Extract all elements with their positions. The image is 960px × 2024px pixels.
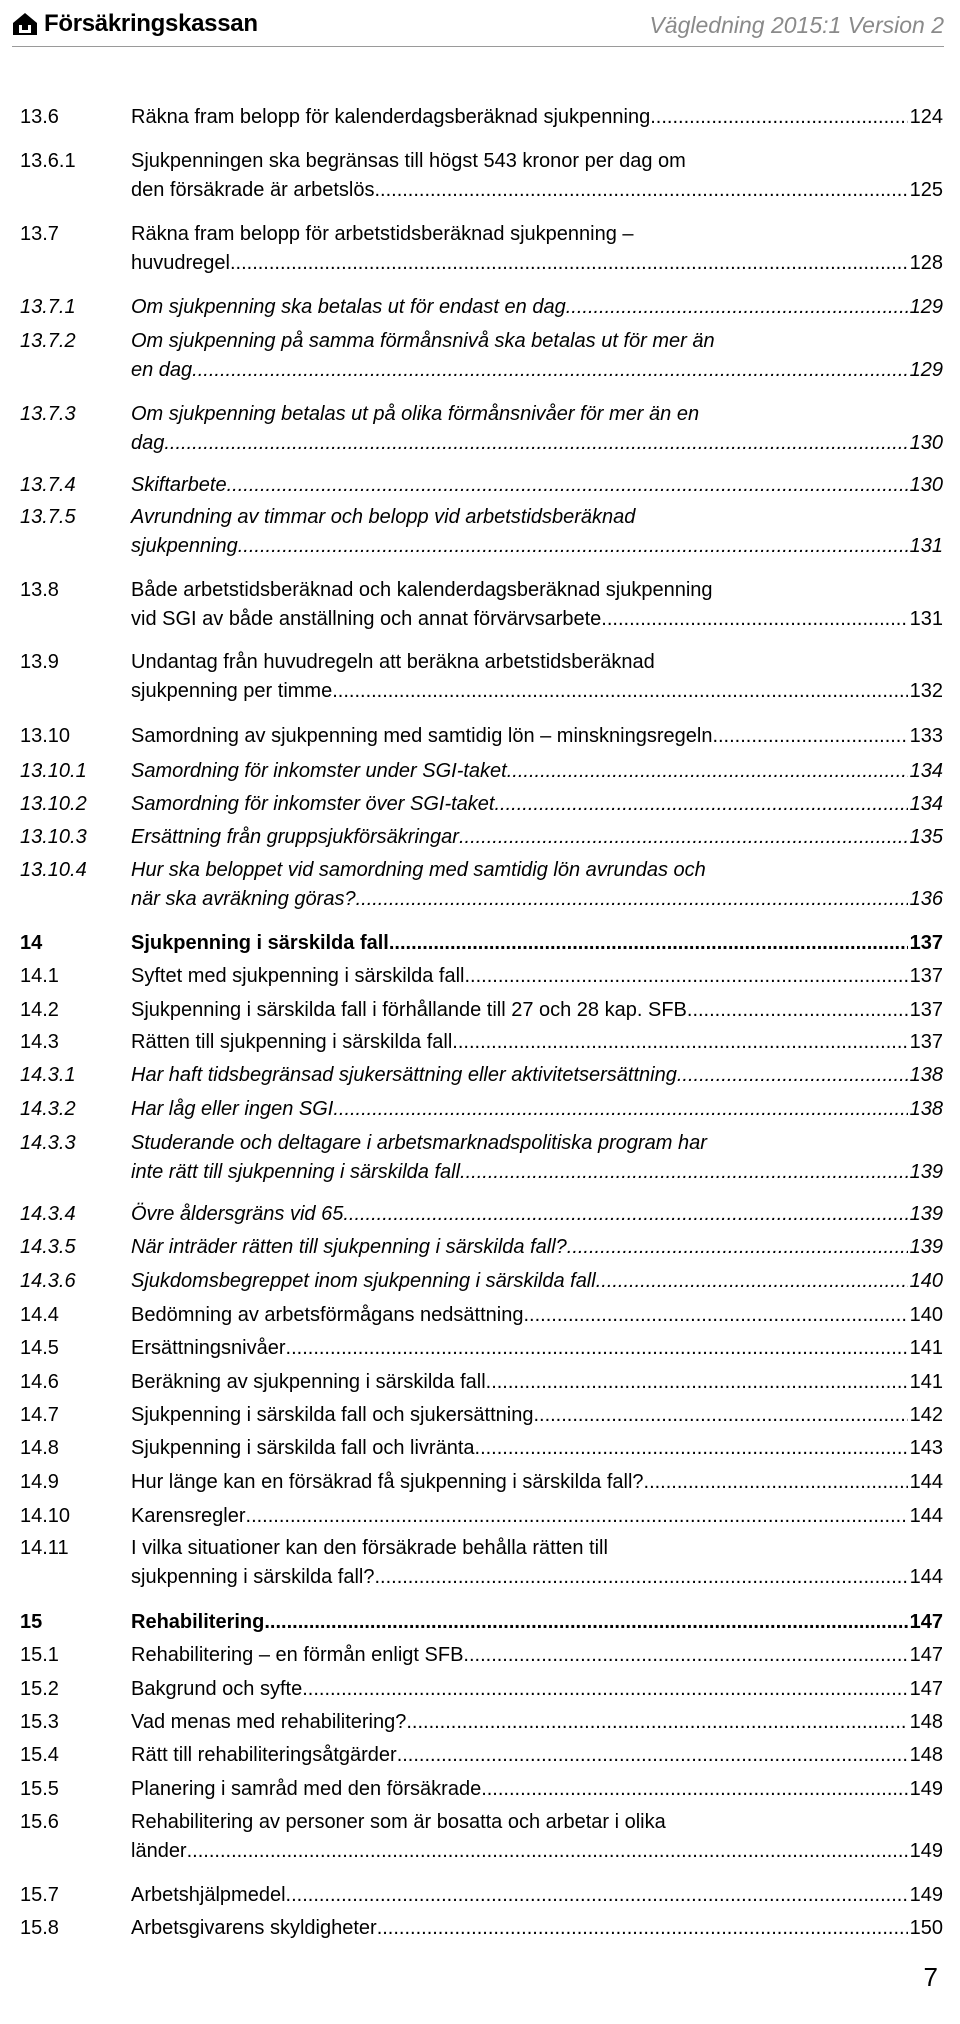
toc-title-last-line: [131, 1200, 943, 1229]
toc-dot-leader: [238, 532, 908, 561]
toc-title: Planering i samråd med den försäkrade: [131, 1778, 482, 1800]
toc-section-number: 15.6: [20, 1811, 59, 1833]
toc-title: Sjukpenning i särskilda fall och livränta: [131, 1437, 475, 1459]
toc-title-last-line: [131, 962, 943, 991]
toc-title-block: [131, 1675, 943, 1704]
toc-title-block: [131, 471, 943, 500]
toc-dot-leader: [712, 722, 907, 751]
toc-page-number: 130: [909, 432, 943, 454]
toc-title-last-line: [131, 1028, 943, 1057]
toc-title: den försäkrade är arbetslös: [131, 179, 375, 201]
toc-title-last-line: [131, 1608, 943, 1637]
toc-dot-leader: [164, 429, 907, 458]
toc-title: Arbetsgivarens skyldigheter: [131, 1917, 377, 1939]
toc-title-block: [131, 1534, 943, 1592]
toc-page-number: 139: [909, 1161, 943, 1183]
toc-title-last-line: [131, 1708, 943, 1737]
toc-title-block: [131, 503, 943, 561]
toc-dot-leader: [356, 885, 908, 914]
toc-title-block: [131, 1129, 943, 1187]
toc-title-line: Sjukpenningen ska begränsas till högst 543 kronor per dag om: [131, 150, 686, 172]
toc-dot-leader: [452, 1028, 907, 1057]
toc-page-number: 133: [909, 725, 943, 747]
toc-title: Beräkning av sjukpenning i särskilda fall: [131, 1371, 486, 1393]
toc-dot-leader: [377, 1914, 908, 1943]
toc-title-last-line: [131, 1675, 943, 1704]
toc-title-last-line: [131, 1368, 943, 1397]
toc-page-number: 125: [909, 179, 943, 201]
toc-title-last-line: [131, 249, 943, 278]
toc-dot-leader: [644, 1468, 908, 1497]
toc-title-block: [131, 1368, 943, 1397]
toc-dot-leader: [463, 1641, 907, 1670]
toc-title: Bedömning av arbetsförmågans nedsättning: [131, 1304, 524, 1326]
toc-title: sjukpenning: [131, 535, 238, 557]
toc-title: Bakgrund och syfte: [131, 1678, 303, 1700]
toc-title: sjukpenning per timme.: [131, 680, 338, 702]
toc-dot-leader: [374, 1563, 907, 1592]
toc-page-number: 131: [909, 535, 943, 557]
toc-page-number: 144: [909, 1505, 943, 1527]
toc-dot-leader: [374, 176, 907, 205]
toc-section-number: 14.5: [20, 1337, 59, 1359]
toc-title-last-line: [131, 1401, 943, 1430]
toc-title-last-line: [131, 823, 943, 852]
toc-page-number: 148: [909, 1744, 943, 1766]
toc-title-line: Studerande och deltagare i arbetsmarknadspolitiska program har: [131, 1132, 707, 1154]
toc-title-block: [131, 722, 943, 751]
toc-title: Syftet med sjukpenning i särskilda fall: [131, 965, 465, 987]
toc-title-last-line: [131, 103, 943, 132]
toc-title-last-line: [131, 885, 943, 914]
toc-page-number: 135: [909, 826, 943, 848]
toc-title-last-line: [131, 429, 943, 458]
toc-title-last-line: [131, 1095, 943, 1124]
toc-dot-leader: [187, 1837, 908, 1866]
toc-title: Räkna fram belopp för kalenderdagsberäknad sjukpenning: [131, 106, 651, 128]
toc-title: Samordning för inkomster över SGI-taket: [131, 793, 495, 815]
toc-page-number: 148: [909, 1711, 943, 1733]
toc-section-number: 13.8: [20, 579, 59, 601]
toc-dot-leader: [264, 1608, 907, 1637]
toc-title-block: [131, 1881, 943, 1910]
toc-title-last-line: [131, 1468, 943, 1497]
toc-title-block: [131, 220, 943, 278]
toc-dot-leader: [302, 1675, 907, 1704]
toc-title: Samordning för inkomster under SGI-taket: [131, 760, 507, 782]
toc-title-block: [131, 996, 943, 1025]
toc-section-number: 13.6.1: [20, 150, 76, 172]
toc-title-last-line: [131, 1267, 943, 1296]
toc-page-number: 138: [909, 1064, 943, 1086]
toc-page-number: 137: [909, 932, 943, 954]
toc-title-line: Hur ska beloppet vid samordning med samtidig lön avrundas och: [131, 859, 706, 881]
toc-title-line: Avrundning av timmar och belopp vid arbetstidsberäknad: [131, 506, 636, 528]
toc-section-number: 13.7: [20, 223, 59, 245]
toc-page-number: 136: [909, 888, 943, 910]
toc-title: Sjukdomsbegreppet inom sjukpenning i särskilda fall: [131, 1270, 596, 1292]
toc-dot-leader: [486, 1368, 908, 1397]
toc-title-last-line: [131, 293, 943, 322]
toc-dot-leader: [333, 1095, 907, 1124]
toc-section-number: 14.11: [20, 1537, 69, 1559]
toc-title-line: Både arbetstidsberäknad och kalenderdagsberäknad sjukpenning: [131, 579, 713, 601]
toc-title: Ersättningsnivåer: [131, 1337, 286, 1359]
logo-text: Försäkringskassan: [44, 10, 258, 37]
toc-title-line: Om sjukpenning på samma förmånsnivå ska betalas ut för mer än: [131, 330, 715, 352]
toc-page-number: 142: [909, 1404, 943, 1426]
toc-section-number: 14.3.6: [20, 1270, 76, 1292]
toc-title-last-line: [131, 757, 943, 786]
toc-title: Sjukpenning i särskilda fall: [131, 932, 389, 954]
toc-section-number: 15.4: [20, 1744, 59, 1766]
toc-page-number: 144: [909, 1471, 943, 1493]
toc-dot-leader: [523, 1301, 907, 1330]
toc-title-block: [131, 1775, 943, 1804]
toc-section-number: 15.7: [20, 1884, 59, 1906]
toc-section-number: 14.2: [20, 999, 59, 1021]
toc-title-block: [131, 1608, 943, 1637]
toc-title-last-line: [131, 1334, 943, 1363]
toc-dot-leader: [596, 1267, 908, 1296]
toc-page-number: 147: [909, 1611, 943, 1633]
toc-section-number: 14.3.2: [20, 1098, 76, 1120]
toc-title: Rätten till sjukpenning i särskilda fall: [131, 1031, 453, 1053]
toc-title-block: [131, 1334, 943, 1363]
toc-title: Sjukpenning i särskilda fall och sjukersättning: [131, 1404, 534, 1426]
toc-dot-leader: [481, 1775, 907, 1804]
toc-section-number: 13.10: [20, 725, 71, 747]
toc-title-last-line: [131, 1837, 943, 1866]
toc-title-block: [131, 1061, 943, 1090]
toc-title-block: [131, 1468, 943, 1497]
page-number: 7: [923, 1962, 938, 1992]
toc-section-number: 14.8: [20, 1437, 59, 1459]
toc-page-number: 130: [909, 474, 943, 496]
toc-dot-leader: [460, 1158, 908, 1187]
toc-dot-leader: [227, 471, 908, 500]
toc-dot-leader: [601, 605, 907, 634]
toc-section-number: 13.7.5: [20, 506, 76, 528]
toc-title-last-line: [131, 1881, 943, 1910]
toc-title: länder: [131, 1840, 187, 1862]
toc-page-number: 132: [909, 680, 943, 702]
toc-section-number: 14.1: [20, 965, 59, 987]
toc-page-number: 144: [909, 1566, 943, 1588]
toc-page-number: 150: [909, 1917, 943, 1939]
toc-title-block: [131, 648, 943, 706]
toc-title: Har haft tidsbegränsad sjukersättning eller aktivitetsersättning: [131, 1064, 677, 1086]
toc-page-number: 138: [909, 1098, 943, 1120]
toc-dot-leader: [286, 1334, 908, 1363]
toc-title-block: [131, 1233, 943, 1262]
toc-title-block: [131, 327, 943, 385]
toc-section-number: 14.6: [20, 1371, 59, 1393]
toc-title: Har låg eller ingen SGI: [131, 1098, 334, 1120]
toc-title-block: [131, 1641, 943, 1670]
toc-section-number: 15.8: [20, 1917, 59, 1939]
toc-section-number: 13.7.2: [20, 330, 76, 352]
toc-page-number: 129: [909, 359, 943, 381]
toc-page-number: 131: [909, 608, 943, 630]
toc-page-number: 140: [909, 1270, 943, 1292]
toc-page-number: 140: [909, 1304, 943, 1326]
toc-title-last-line: [131, 1502, 943, 1531]
toc-title-block: [131, 103, 943, 132]
toc-title-block: [131, 147, 943, 205]
toc-dot-leader: [465, 962, 908, 991]
toc-title: Vad menas med rehabilitering?: [131, 1711, 407, 1733]
toc-title-block: [131, 823, 943, 852]
toc-title: Arbetshjälpmedel: [131, 1884, 286, 1906]
toc-title-last-line: [131, 1434, 943, 1463]
toc-section-number: 13.7.1: [20, 296, 76, 318]
document-version: Vägledning 2015:1 Version 2: [649, 12, 944, 38]
toc-title-last-line: [131, 996, 943, 1025]
toc-title: inte rätt till sjukpenning i särskilda fall: [131, 1161, 461, 1183]
toc-section-number: 14.7: [20, 1404, 59, 1426]
toc-dot-leader: [338, 677, 908, 706]
toc-title: Karensregler: [131, 1505, 246, 1527]
toc-title-last-line: [131, 176, 943, 205]
toc-section-number: 15.3: [20, 1711, 59, 1733]
toc-section-number: 14.3: [20, 1031, 59, 1053]
toc-title-last-line: [131, 722, 943, 751]
toc-section-number: 13.7.4: [20, 474, 76, 496]
toc-title-line: Om sjukpenning betalas ut på olika förmånsnivåer för mer än en: [131, 403, 700, 425]
toc-title: När inträder rätten till sjukpenning i särskilda fall?: [131, 1236, 567, 1258]
toc-page-number: 149: [909, 1884, 943, 1906]
toc-section-number: 14.10: [20, 1505, 71, 1527]
toc-title-block: [131, 1502, 943, 1531]
toc-page-number: 137: [909, 965, 943, 987]
toc-dot-leader: [343, 1200, 907, 1229]
toc-dot-leader: [677, 1061, 908, 1090]
toc-title-last-line: [131, 532, 943, 561]
toc-title-last-line: [131, 1061, 943, 1090]
toc-title: dag: [131, 432, 165, 454]
toc-dot-leader: [494, 790, 907, 819]
toc-page-number: 143: [909, 1437, 943, 1459]
toc-title: när ska avräkning göras?: [131, 888, 356, 910]
toc-title-last-line: [131, 471, 943, 500]
toc-section-number: 14.9: [20, 1471, 59, 1493]
toc-page-number: 147: [909, 1644, 943, 1666]
toc-page-number: 149: [909, 1840, 943, 1862]
toc-title-last-line: [131, 790, 943, 819]
toc-title-block: [131, 293, 943, 322]
toc-dot-leader: [533, 1401, 907, 1430]
page-header: [0, 0, 960, 48]
toc-title-block: [131, 962, 943, 991]
toc-page-number: 124: [909, 106, 943, 128]
toc-title: vid SGI av både anställning och annat förvärvsarbete: [131, 608, 602, 630]
toc-title-block: [131, 1708, 943, 1737]
toc-title-block: [131, 1808, 943, 1866]
toc-page-number: 139: [909, 1236, 943, 1258]
toc-section-number: 14.3.4: [20, 1203, 76, 1225]
toc-title: Övre åldersgräns vid 65: [131, 1203, 344, 1225]
toc-title: Samordning av sjukpenning med samtidig lön – minskningsregeln: [131, 725, 713, 747]
toc-section-number: 13.6: [20, 106, 59, 128]
toc-title: sjukpenning i särskilda fall?: [131, 1566, 375, 1588]
toc-title-last-line: [131, 1741, 943, 1770]
toc-title-last-line: [131, 929, 943, 958]
toc-title: huvudregel: [131, 252, 230, 274]
toc-dot-leader: [459, 823, 908, 852]
toc-title-line: Undantag från huvudregeln att beräkna arbetstidsberäknad: [131, 651, 655, 673]
forsakringskassan-logo-icon: [12, 12, 38, 36]
toc-title-last-line: [131, 1775, 943, 1804]
toc-title: Rätt till rehabiliteringsåtgärder: [131, 1744, 397, 1766]
toc-title-line: Räkna fram belopp för arbetstidsberäknad sjukpenning –: [131, 223, 634, 245]
toc-title-block: [131, 1267, 943, 1296]
toc-title-last-line: [131, 1233, 943, 1262]
toc-dot-leader: [650, 103, 907, 132]
toc-section-number: 13.9: [20, 651, 59, 673]
toc-title-block: [131, 790, 943, 819]
toc-dot-leader: [246, 1502, 908, 1531]
toc-title-line: I vilka situationer kan den försäkrade behålla rätten till: [131, 1537, 608, 1559]
toc-dot-leader: [286, 1881, 908, 1910]
toc-title: Rehabilitering – en förmån enligt SFB: [131, 1644, 464, 1666]
toc-title-block: [131, 1914, 943, 1943]
toc-title-last-line: [131, 1641, 943, 1670]
toc-title-block: [131, 576, 943, 634]
toc-title: Om sjukpenning ska betalas ut för endast en dag: [131, 296, 566, 318]
toc-dot-leader: [389, 929, 908, 958]
toc-title: Skiftarbete: [131, 474, 227, 496]
toc-title: Ersättning från gruppsjukförsäkringar: [131, 826, 459, 848]
toc-dot-leader: [406, 1708, 907, 1737]
toc-title-last-line: [131, 1158, 943, 1187]
toc-title-block: [131, 1741, 943, 1770]
toc-section-number: 14.3.1: [20, 1064, 76, 1086]
logo: [12, 10, 258, 38]
toc-page-number: 141: [909, 1371, 943, 1393]
toc-dot-leader: [567, 1233, 908, 1262]
toc-page-number: 134: [909, 760, 943, 782]
toc-dot-leader: [397, 1741, 908, 1770]
toc-title-last-line: [131, 1914, 943, 1943]
toc-section-number: 13.10.1: [20, 760, 87, 782]
toc-title-last-line: [131, 1563, 943, 1592]
toc-title-block: [131, 1401, 943, 1430]
toc-section-number: 13.10.4: [20, 859, 87, 881]
toc-dot-leader: [230, 249, 908, 278]
toc-page-number: 149: [909, 1778, 943, 1800]
toc-dot-leader: [192, 356, 907, 385]
toc-title-block: [131, 1200, 943, 1229]
toc-title-last-line: [131, 677, 943, 706]
toc-page-number: 129: [909, 296, 943, 318]
toc-section-number: 14.4: [20, 1304, 59, 1326]
toc-title-last-line: [131, 605, 943, 634]
toc-title: en dag: [131, 359, 193, 381]
toc-page-number: 139: [909, 1203, 943, 1225]
toc-title-last-line: [131, 1301, 943, 1330]
toc-title: Hur länge kan en försäkrad få sjukpenning i särskilda fall?: [131, 1471, 644, 1493]
toc-section-number: 14.3.3: [20, 1132, 76, 1154]
toc-section-number: 15.1: [20, 1644, 59, 1666]
toc-section-number: 15.5: [20, 1778, 59, 1800]
toc-title-block: [131, 1301, 943, 1330]
toc-page-number: 137: [909, 1031, 943, 1053]
toc-section-number: 14.3.5: [20, 1236, 76, 1258]
toc-section-number: 13.10.2: [20, 793, 87, 815]
header-divider: [12, 46, 944, 47]
toc-page-number: 141: [909, 1337, 943, 1359]
toc-title-block: [131, 757, 943, 786]
toc-title-block: [131, 929, 943, 958]
toc-dot-leader: [507, 757, 908, 786]
toc-title-block: [131, 1095, 943, 1124]
toc-section-number: 13.7.3: [20, 403, 76, 425]
toc-dot-leader: [475, 1434, 908, 1463]
toc-section-number: 14: [20, 932, 43, 954]
toc-title-block: [131, 1028, 943, 1057]
toc-title-block: [131, 400, 943, 458]
toc-title-block: [131, 1434, 943, 1463]
toc-section-number: 15: [20, 1611, 43, 1633]
toc-page-number: 137: [909, 999, 943, 1021]
toc-section-number: 15.2: [20, 1678, 59, 1700]
toc-dot-leader: [566, 293, 908, 322]
toc-dot-leader: [692, 996, 907, 1025]
toc-title-last-line: [131, 356, 943, 385]
toc-page-number: 134: [909, 793, 943, 815]
toc-title-block: [131, 856, 943, 914]
toc-title: Sjukpenning i särskilda fall i förhållande till 27 och 28 kap. SFB.: [131, 999, 693, 1021]
toc-section-number: 13.10.3: [20, 826, 87, 848]
toc-title-line: Rehabilitering av personer som är bosatta och arbetar i olika: [131, 1811, 666, 1833]
toc-title: Rehabilitering: [131, 1611, 265, 1633]
toc-page-number: 147: [909, 1678, 943, 1700]
toc-page-number: 128: [909, 252, 943, 274]
